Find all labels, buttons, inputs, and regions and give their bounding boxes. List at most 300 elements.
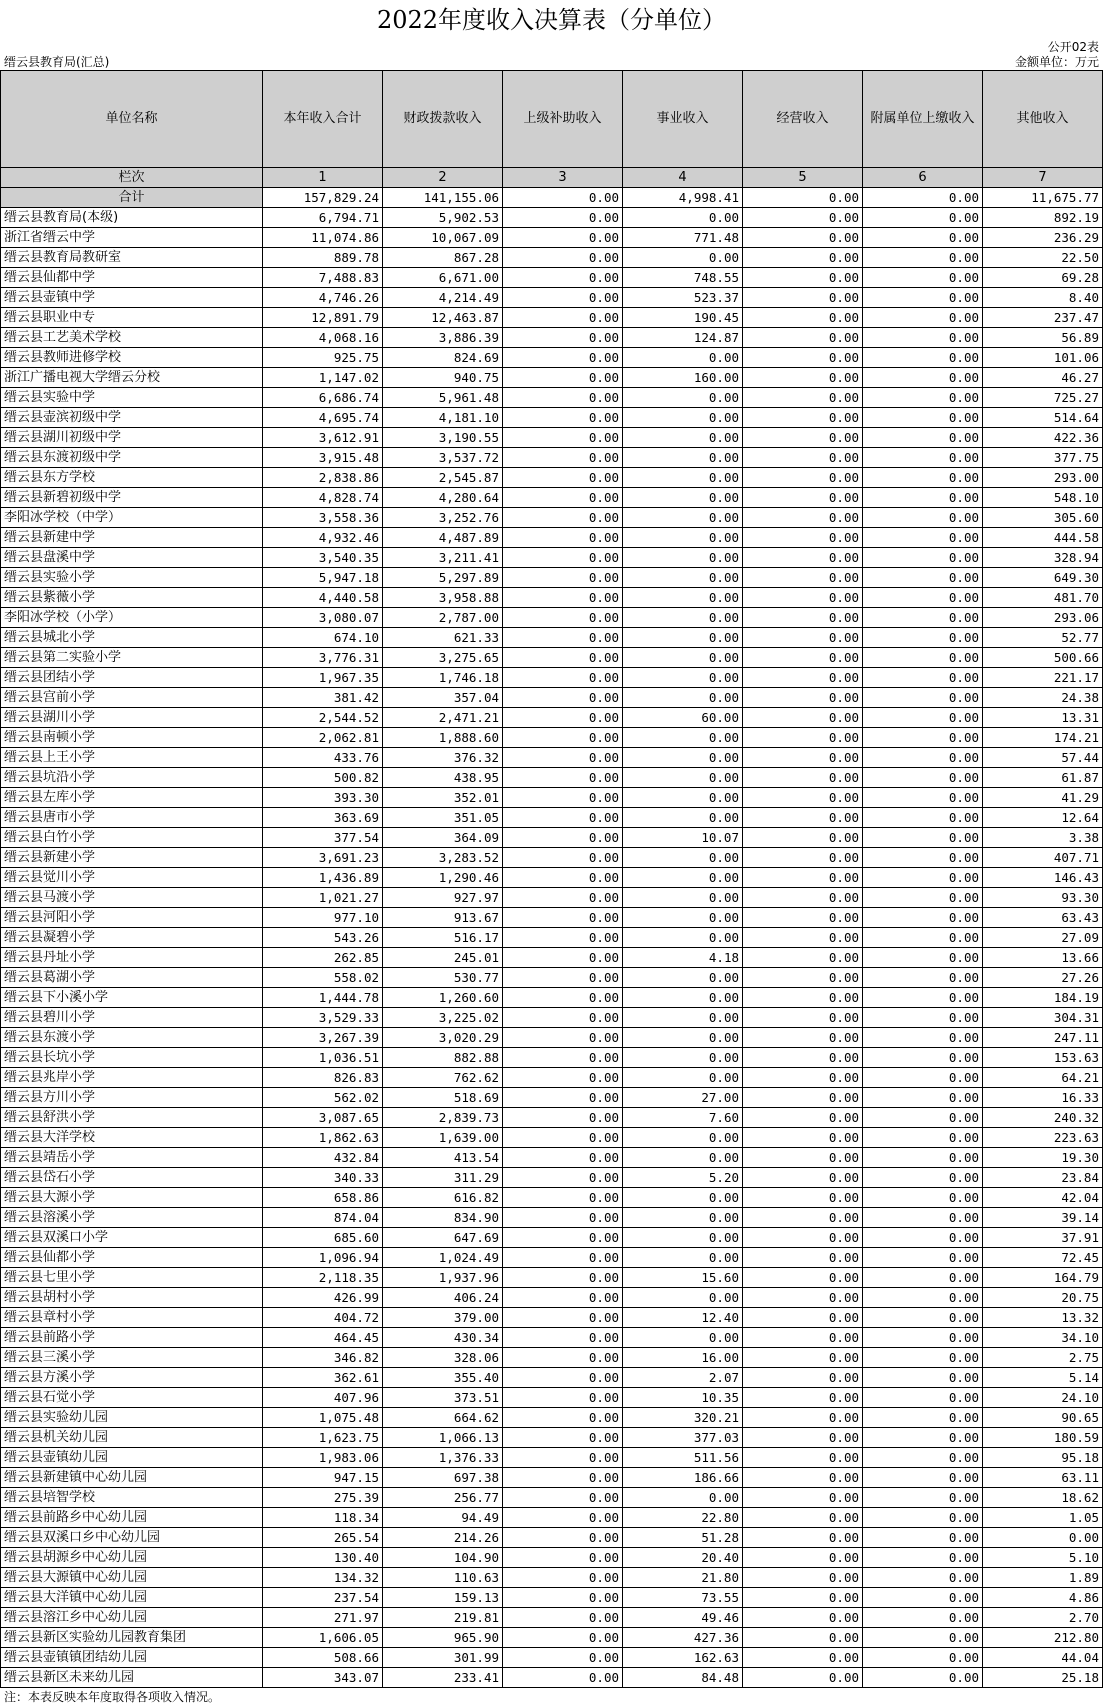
amount-cell: 407.96 bbox=[263, 1388, 383, 1408]
table-row bbox=[1, 1548, 1103, 1568]
amount-cell: 3,691.23 bbox=[263, 848, 383, 868]
amount-cell: 0.00 bbox=[743, 1008, 863, 1028]
amount-cell: 874.04 bbox=[263, 1208, 383, 1228]
amount-cell: 0.00 bbox=[503, 548, 623, 568]
amount-cell: 3,225.02 bbox=[383, 1008, 503, 1028]
amount-cell: 0.00 bbox=[863, 888, 983, 908]
unit-name-cell: 缙云县觉川小学 bbox=[1, 868, 263, 888]
amount-cell: 0.00 bbox=[503, 1188, 623, 1208]
unit-name-cell: 缙云县唐市小学 bbox=[1, 808, 263, 828]
table-row bbox=[1, 228, 1103, 248]
amount-cell: 0.00 bbox=[863, 1228, 983, 1248]
amount-cell: 0.00 bbox=[623, 1248, 743, 1268]
amount-cell: 90.65 bbox=[983, 1408, 1103, 1428]
amount-cell: 0.00 bbox=[863, 1348, 983, 1368]
total-cell: 141,155.06 bbox=[383, 188, 503, 208]
amount-cell: 0.00 bbox=[743, 1308, 863, 1328]
amount-cell: 0.00 bbox=[863, 728, 983, 748]
table-row bbox=[1, 1008, 1103, 1028]
amount-cell: 1,021.27 bbox=[263, 888, 383, 908]
amount-cell: 101.06 bbox=[983, 348, 1103, 368]
amount-cell: 93.30 bbox=[983, 888, 1103, 908]
amount-cell: 0.00 bbox=[863, 1368, 983, 1388]
unit-name-cell: 缙云县教育局(本级) bbox=[1, 208, 263, 228]
unit-name-cell: 缙云县东方学校 bbox=[1, 468, 263, 488]
amount-cell: 0.00 bbox=[743, 1208, 863, 1228]
table-row bbox=[1, 968, 1103, 988]
amount-cell: 0.00 bbox=[743, 1588, 863, 1608]
amount-cell: 892.19 bbox=[983, 208, 1103, 228]
table-row bbox=[1, 908, 1103, 928]
amount-cell: 153.63 bbox=[983, 1048, 1103, 1068]
amount-cell: 12.64 bbox=[983, 808, 1103, 828]
amount-cell: 0.00 bbox=[863, 1008, 983, 1028]
unit-name-cell: 缙云县长坑小学 bbox=[1, 1048, 263, 1068]
amount-cell: 0.00 bbox=[503, 428, 623, 448]
amount-cell: 1,290.46 bbox=[383, 868, 503, 888]
amount-cell: 5.14 bbox=[983, 1368, 1103, 1388]
amount-cell: 271.97 bbox=[263, 1608, 383, 1628]
amount-cell: 1,983.06 bbox=[263, 1448, 383, 1468]
unit-name-cell: 缙云县实验幼儿园 bbox=[1, 1408, 263, 1428]
unit-name-cell: 缙云县机关幼儿园 bbox=[1, 1428, 263, 1448]
amount-cell: 925.75 bbox=[263, 348, 383, 368]
amount-cell: 63.11 bbox=[983, 1468, 1103, 1488]
amount-cell: 0.00 bbox=[743, 708, 863, 728]
amount-cell: 0.00 bbox=[863, 1268, 983, 1288]
table-row bbox=[1, 988, 1103, 1008]
amount-cell: 13.32 bbox=[983, 1308, 1103, 1328]
table-row bbox=[1, 1068, 1103, 1088]
amount-cell: 0.00 bbox=[503, 568, 623, 588]
amount-cell: 22.80 bbox=[623, 1508, 743, 1528]
total-cell: 4,998.41 bbox=[623, 188, 743, 208]
amount-cell: 130.40 bbox=[263, 1548, 383, 1568]
amount-cell: 0.00 bbox=[623, 1328, 743, 1348]
amount-cell: 4,932.46 bbox=[263, 528, 383, 548]
amount-cell: 0.00 bbox=[743, 748, 863, 768]
unit-name-cell: 缙云县大洋学校 bbox=[1, 1128, 263, 1148]
amount-cell: 0.00 bbox=[623, 568, 743, 588]
amount-cell: 16.00 bbox=[623, 1348, 743, 1368]
amount-cell: 0.00 bbox=[863, 1088, 983, 1108]
amount-cell: 25.18 bbox=[983, 1668, 1103, 1688]
amount-cell: 0.00 bbox=[743, 648, 863, 668]
amount-cell: 0.00 bbox=[503, 1488, 623, 1508]
amount-cell: 6,671.00 bbox=[383, 268, 503, 288]
amount-cell: 379.00 bbox=[383, 1308, 503, 1328]
amount-cell: 0.00 bbox=[623, 388, 743, 408]
amount-cell: 1,436.89 bbox=[263, 868, 383, 888]
amount-cell: 3,537.72 bbox=[383, 448, 503, 468]
amount-cell: 0.00 bbox=[623, 1008, 743, 1028]
table-row bbox=[1, 368, 1103, 388]
amount-cell: 0.00 bbox=[863, 1548, 983, 1568]
amount-cell: 0.00 bbox=[863, 408, 983, 428]
amount-cell: 444.58 bbox=[983, 528, 1103, 548]
amount-cell: 0.00 bbox=[623, 888, 743, 908]
total-cell: 0.00 bbox=[863, 188, 983, 208]
amount-cell: 0.00 bbox=[743, 828, 863, 848]
amount-cell: 0.00 bbox=[503, 1428, 623, 1448]
amount-cell: 110.63 bbox=[383, 1568, 503, 1588]
amount-cell: 0.00 bbox=[743, 288, 863, 308]
amount-cell: 621.33 bbox=[383, 628, 503, 648]
amount-cell: 0.00 bbox=[863, 1468, 983, 1488]
amount-cell: 407.71 bbox=[983, 848, 1103, 868]
amount-cell: 0.00 bbox=[503, 1468, 623, 1488]
amount-cell: 0.00 bbox=[863, 808, 983, 828]
amount-cell: 377.54 bbox=[263, 828, 383, 848]
unit-name-cell: 缙云县宫前小学 bbox=[1, 688, 263, 708]
amount-cell: 0.00 bbox=[743, 468, 863, 488]
amount-cell: 674.10 bbox=[263, 628, 383, 648]
amount-cell: 0.00 bbox=[863, 1048, 983, 1068]
amount-cell: 3,958.88 bbox=[383, 588, 503, 608]
table-row bbox=[1, 1348, 1103, 1368]
amount-cell: 7,488.83 bbox=[263, 268, 383, 288]
amount-cell: 0.00 bbox=[743, 1468, 863, 1488]
amount-cell: 0.00 bbox=[863, 1188, 983, 1208]
amount-cell: 0.00 bbox=[863, 588, 983, 608]
amount-cell: 0.00 bbox=[503, 948, 623, 968]
amount-cell: 0.00 bbox=[863, 468, 983, 488]
amount-cell: 52.77 bbox=[983, 628, 1103, 648]
amount-cell: 381.42 bbox=[263, 688, 383, 708]
table-row bbox=[1, 1648, 1103, 1668]
unit-name-cell: 缙云县壶镇中学 bbox=[1, 288, 263, 308]
amount-cell: 0.00 bbox=[503, 1088, 623, 1108]
column-number: 6 bbox=[863, 168, 983, 188]
table-row bbox=[1, 888, 1103, 908]
income-table bbox=[0, 70, 1103, 1688]
amount-cell: 0.00 bbox=[863, 1208, 983, 1228]
table-row bbox=[1, 448, 1103, 468]
amount-cell: 0.00 bbox=[743, 1088, 863, 1108]
table-row bbox=[1, 508, 1103, 528]
table-row bbox=[1, 248, 1103, 268]
amount-cell: 301.99 bbox=[383, 1648, 503, 1668]
amount-cell: 1.89 bbox=[983, 1568, 1103, 1588]
amount-cell: 0.00 bbox=[743, 1108, 863, 1128]
column-number-label: 栏次 bbox=[1, 168, 263, 188]
table-row bbox=[1, 1528, 1103, 1548]
amount-cell: 5,947.18 bbox=[263, 568, 383, 588]
header-superior-subsidy: 上级补助收入 bbox=[503, 71, 623, 168]
amount-cell: 0.00 bbox=[743, 1428, 863, 1448]
amount-cell: 0.00 bbox=[623, 1148, 743, 1168]
amount-cell: 0.00 bbox=[743, 228, 863, 248]
amount-cell: 0.00 bbox=[743, 948, 863, 968]
amount-cell: 2,838.86 bbox=[263, 468, 383, 488]
amount-cell: 124.87 bbox=[623, 328, 743, 348]
amount-cell: 0.00 bbox=[743, 408, 863, 428]
unit-name-cell: 缙云县胡源乡中心幼儿园 bbox=[1, 1548, 263, 1568]
unit-name-cell: 缙云县新建小学 bbox=[1, 848, 263, 868]
amount-cell: 63.43 bbox=[983, 908, 1103, 928]
table-row bbox=[1, 568, 1103, 588]
amount-cell: 0.00 bbox=[503, 468, 623, 488]
amount-cell: 0.00 bbox=[503, 588, 623, 608]
amount-cell: 1,937.96 bbox=[383, 1268, 503, 1288]
amount-cell: 0.00 bbox=[863, 1128, 983, 1148]
amount-cell: 0.00 bbox=[743, 1328, 863, 1348]
table-row bbox=[1, 588, 1103, 608]
amount-cell: 0.00 bbox=[503, 368, 623, 388]
amount-cell: 685.60 bbox=[263, 1228, 383, 1248]
table-row bbox=[1, 668, 1103, 688]
amount-cell: 256.77 bbox=[383, 1488, 503, 1508]
amount-cell: 245.01 bbox=[383, 948, 503, 968]
amount-cell: 4.18 bbox=[623, 948, 743, 968]
amount-cell: 0.00 bbox=[863, 928, 983, 948]
amount-cell: 0.00 bbox=[743, 848, 863, 868]
amount-cell: 0.00 bbox=[743, 208, 863, 228]
amount-cell: 1,606.05 bbox=[263, 1628, 383, 1648]
amount-cell: 0.00 bbox=[623, 908, 743, 928]
amount-cell: 343.07 bbox=[263, 1668, 383, 1688]
amount-cell: 24.38 bbox=[983, 688, 1103, 708]
amount-cell: 3,886.39 bbox=[383, 328, 503, 348]
amount-cell: 0.00 bbox=[743, 528, 863, 548]
amount-cell: 530.77 bbox=[383, 968, 503, 988]
amount-cell: 13.66 bbox=[983, 948, 1103, 968]
amount-cell: 0.00 bbox=[623, 868, 743, 888]
amount-cell: 438.95 bbox=[383, 768, 503, 788]
amount-cell: 51.28 bbox=[623, 1528, 743, 1548]
unit-name-cell: 缙云县盘溪中学 bbox=[1, 548, 263, 568]
amount-cell: 2.07 bbox=[623, 1368, 743, 1388]
amount-cell: 0.00 bbox=[503, 1528, 623, 1548]
amount-cell: 0.00 bbox=[743, 908, 863, 928]
amount-cell: 5,297.89 bbox=[383, 568, 503, 588]
amount-cell: 0.00 bbox=[743, 628, 863, 648]
amount-cell: 94.49 bbox=[383, 1508, 503, 1528]
table-row bbox=[1, 548, 1103, 568]
amount-cell: 543.26 bbox=[263, 928, 383, 948]
amount-cell: 0.00 bbox=[863, 508, 983, 528]
amount-cell: 262.85 bbox=[263, 948, 383, 968]
amount-cell: 0.00 bbox=[863, 828, 983, 848]
amount-cell: 73.55 bbox=[623, 1588, 743, 1608]
amount-cell: 21.80 bbox=[623, 1568, 743, 1588]
amount-cell: 826.83 bbox=[263, 1068, 383, 1088]
amount-cell: 328.94 bbox=[983, 548, 1103, 568]
amount-cell: 34.10 bbox=[983, 1328, 1103, 1348]
amount-cell: 6,794.71 bbox=[263, 208, 383, 228]
amount-cell: 13.31 bbox=[983, 708, 1103, 728]
amount-cell: 0.00 bbox=[503, 1228, 623, 1248]
amount-cell: 0.00 bbox=[503, 248, 623, 268]
amount-cell: 0.00 bbox=[623, 448, 743, 468]
amount-cell: 548.10 bbox=[983, 488, 1103, 508]
amount-cell: 377.03 bbox=[623, 1428, 743, 1448]
amount-cell: 0.00 bbox=[863, 848, 983, 868]
amount-cell: 511.56 bbox=[623, 1448, 743, 1468]
amount-cell: 0.00 bbox=[623, 808, 743, 828]
amount-cell: 762.62 bbox=[383, 1068, 503, 1088]
amount-cell: 24.10 bbox=[983, 1388, 1103, 1408]
table-row bbox=[1, 428, 1103, 448]
unit-name-cell: 缙云县溶溪小学 bbox=[1, 1208, 263, 1228]
amount-cell: 134.32 bbox=[263, 1568, 383, 1588]
amount-cell: 0.00 bbox=[863, 1288, 983, 1308]
table-row bbox=[1, 1468, 1103, 1488]
amount-cell: 0.00 bbox=[743, 1188, 863, 1208]
amount-cell: 508.66 bbox=[263, 1648, 383, 1668]
amount-cell: 1,260.60 bbox=[383, 988, 503, 1008]
amount-cell: 4,068.16 bbox=[263, 328, 383, 348]
amount-cell: 0.00 bbox=[743, 1028, 863, 1048]
amount-cell: 464.45 bbox=[263, 1328, 383, 1348]
amount-cell: 22.50 bbox=[983, 248, 1103, 268]
amount-cell: 57.44 bbox=[983, 748, 1103, 768]
amount-cell: 0.00 bbox=[623, 1028, 743, 1048]
table-row bbox=[1, 688, 1103, 708]
total-cell: 11,675.77 bbox=[983, 188, 1103, 208]
amount-cell: 0.00 bbox=[623, 988, 743, 1008]
amount-cell: 0.00 bbox=[863, 748, 983, 768]
unit-name-cell: 浙江广播电视大学缙云分校 bbox=[1, 368, 263, 388]
amount-cell: 0.00 bbox=[623, 508, 743, 528]
amount-cell: 558.02 bbox=[263, 968, 383, 988]
amount-cell: 0.00 bbox=[503, 608, 623, 628]
amount-cell: 0.00 bbox=[503, 1268, 623, 1288]
unit-name-cell: 缙云县前路乡中心幼儿园 bbox=[1, 1508, 263, 1528]
amount-cell: 293.06 bbox=[983, 608, 1103, 628]
amount-cell: 0.00 bbox=[863, 608, 983, 628]
amount-cell: 10,067.09 bbox=[383, 228, 503, 248]
amount-cell: 352.01 bbox=[383, 788, 503, 808]
amount-cell: 0.00 bbox=[623, 848, 743, 868]
amount-cell: 159.13 bbox=[383, 1588, 503, 1608]
amount-cell: 867.28 bbox=[383, 248, 503, 268]
amount-cell: 0.00 bbox=[503, 288, 623, 308]
table-row bbox=[1, 328, 1103, 348]
amount-cell: 320.21 bbox=[623, 1408, 743, 1428]
amount-cell: 0.00 bbox=[743, 448, 863, 468]
column-number: 3 bbox=[503, 168, 623, 188]
amount-cell: 0.00 bbox=[863, 1028, 983, 1048]
amount-cell: 233.41 bbox=[383, 1668, 503, 1688]
amount-cell: 0.00 bbox=[743, 388, 863, 408]
amount-cell: 12,463.87 bbox=[383, 308, 503, 328]
amount-cell: 3,252.76 bbox=[383, 508, 503, 528]
amount-cell: 965.90 bbox=[383, 1628, 503, 1648]
amount-cell: 427.36 bbox=[623, 1628, 743, 1648]
amount-cell: 6,686.74 bbox=[263, 388, 383, 408]
table-row bbox=[1, 708, 1103, 728]
unit-name-cell: 缙云县培智学校 bbox=[1, 1488, 263, 1508]
amount-cell: 351.05 bbox=[383, 808, 503, 828]
amount-cell: 913.67 bbox=[383, 908, 503, 928]
amount-cell: 882.88 bbox=[383, 1048, 503, 1068]
amount-cell: 4,214.49 bbox=[383, 288, 503, 308]
amount-cell: 514.64 bbox=[983, 408, 1103, 428]
unit-name-cell: 缙云县方溪小学 bbox=[1, 1368, 263, 1388]
amount-cell: 3,776.31 bbox=[263, 648, 383, 668]
amount-cell: 0.00 bbox=[863, 568, 983, 588]
amount-cell: 0.00 bbox=[743, 1248, 863, 1268]
table-row bbox=[1, 1308, 1103, 1328]
unit-name-cell: 浙江省缙云中学 bbox=[1, 228, 263, 248]
page-title: 2022年度收入决算表（分单位） bbox=[376, 6, 727, 34]
amount-cell: 184.19 bbox=[983, 988, 1103, 1008]
amount-cell: 11,074.86 bbox=[263, 228, 383, 248]
amount-cell: 5,902.53 bbox=[383, 208, 503, 228]
amount-cell: 0.00 bbox=[743, 1068, 863, 1088]
amount-cell: 0.00 bbox=[863, 248, 983, 268]
amount-cell: 0.00 bbox=[623, 928, 743, 948]
amount-cell: 0.00 bbox=[863, 448, 983, 468]
header-operating-income: 经营收入 bbox=[743, 71, 863, 168]
amount-cell: 1,623.75 bbox=[263, 1428, 383, 1448]
amount-cell: 0.00 bbox=[863, 228, 983, 248]
amount-cell: 37.91 bbox=[983, 1228, 1103, 1248]
table-row bbox=[1, 828, 1103, 848]
table-row bbox=[1, 1288, 1103, 1308]
amount-cell: 20.40 bbox=[623, 1548, 743, 1568]
amount-cell: 0.00 bbox=[863, 1308, 983, 1328]
amount-cell: 4,695.74 bbox=[263, 408, 383, 428]
amount-cell: 0.00 bbox=[503, 1348, 623, 1368]
amount-cell: 2,787.00 bbox=[383, 608, 503, 628]
amount-cell: 947.15 bbox=[263, 1468, 383, 1488]
amount-cell: 0.00 bbox=[743, 1348, 863, 1368]
amount-cell: 0.00 bbox=[503, 1068, 623, 1088]
amount-cell: 0.00 bbox=[503, 708, 623, 728]
amount-cell: 0.00 bbox=[623, 788, 743, 808]
unit-name-cell: 缙云县新建镇中心幼儿园 bbox=[1, 1468, 263, 1488]
amount-cell: 377.75 bbox=[983, 448, 1103, 468]
amount-cell: 0.00 bbox=[863, 308, 983, 328]
amount-cell: 118.34 bbox=[263, 1508, 383, 1528]
amount-cell: 164.79 bbox=[983, 1268, 1103, 1288]
amount-cell: 0.00 bbox=[863, 288, 983, 308]
footnote: 注：本表反映本年度取得各项收入情况。 bbox=[4, 1690, 221, 1704]
amount-cell: 422.36 bbox=[983, 428, 1103, 448]
unit-name-cell: 缙云县靖岳小学 bbox=[1, 1148, 263, 1168]
amount-cell: 0.00 bbox=[863, 1628, 983, 1648]
unit-name: 缙云县教育局(汇总) bbox=[4, 55, 110, 69]
amount-cell: 0.00 bbox=[863, 968, 983, 988]
amount-cell: 1,075.48 bbox=[263, 1408, 383, 1428]
amount-cell: 3,529.33 bbox=[263, 1008, 383, 1028]
amount-cell: 5.20 bbox=[623, 1168, 743, 1188]
unit-name-cell: 缙云县湖川初级中学 bbox=[1, 428, 263, 448]
amount-cell: 0.00 bbox=[863, 908, 983, 928]
amount-cell: 0.00 bbox=[863, 1428, 983, 1448]
table-row bbox=[1, 1668, 1103, 1688]
amount-cell: 0.00 bbox=[623, 628, 743, 648]
unit-name-cell: 缙云县章村小学 bbox=[1, 1308, 263, 1328]
column-number: 1 bbox=[263, 168, 383, 188]
amount-cell: 748.55 bbox=[623, 268, 743, 288]
amount-cell: 0.00 bbox=[863, 328, 983, 348]
column-number: 5 bbox=[743, 168, 863, 188]
table-row bbox=[1, 1208, 1103, 1228]
table-row bbox=[1, 468, 1103, 488]
table-row bbox=[1, 348, 1103, 368]
table-row bbox=[1, 388, 1103, 408]
amount-cell: 180.59 bbox=[983, 1428, 1103, 1448]
amount-cell: 2,839.73 bbox=[383, 1108, 503, 1128]
amount-cell: 0.00 bbox=[743, 588, 863, 608]
unit-name-cell: 缙云县石觉小学 bbox=[1, 1388, 263, 1408]
unit-name-cell: 缙云县仙都中学 bbox=[1, 268, 263, 288]
table-row bbox=[1, 848, 1103, 868]
amount-cell: 146.43 bbox=[983, 868, 1103, 888]
